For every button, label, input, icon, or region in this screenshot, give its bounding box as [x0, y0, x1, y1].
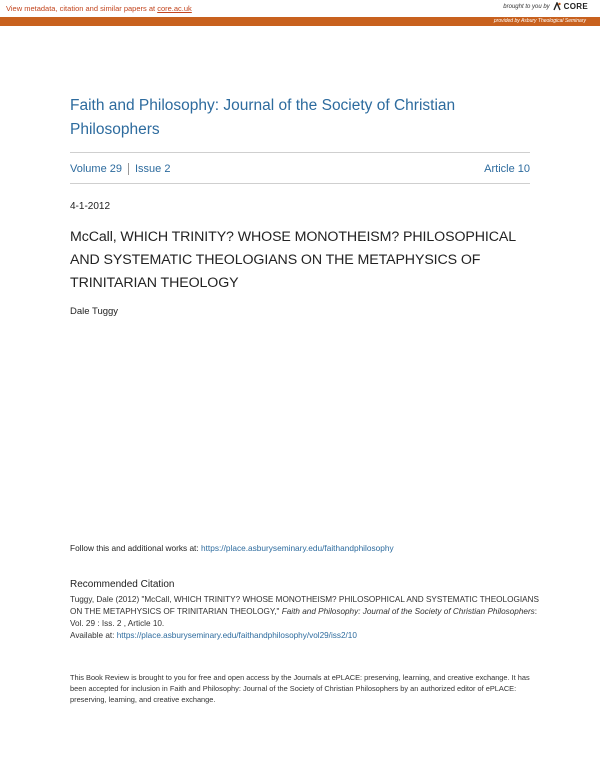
paper-title: McCall, WHICH TRINITY? WHOSE MONOTHEISM? PHILOSOPHICAL AND SYSTEMATIC THEOLOGIANS ON THE METAPHYSICS OF TRINITARIAN THEOLOGY: [70, 229, 516, 291]
provider-text: provided by Asbury Theological Seminary: [493, 18, 586, 24]
core-branding: brought to you by CORE: [503, 2, 588, 11]
review-note: This Book Review is brought to you for free and open access by the Journals at ePLACE: preserving, learning, and creative exchange. It has been accepted for inclusion in Faith and Philosophy: Journal of the Society of Christian Philosophers by an authorized editor of ePLACE: preserving, learning, and creative exchange.: [70, 673, 530, 704]
volume-link[interactable]: Volume 29: [70, 163, 122, 175]
volume-issue: [70, 163, 170, 175]
citation-link[interactable]: https://place.asburyseminary.edu/faithandphilosophy/vol29/iss2/10: [116, 631, 357, 640]
issue-link[interactable]: Issue 2: [134, 163, 171, 175]
recommended-citation-heading: Recommended Citation: [70, 579, 175, 590]
separator: [128, 163, 129, 175]
available-at: Available at: https://place.asburyseminary.edu/faithandphilosophy/vol29/iss2/10: [70, 631, 357, 640]
divider-top: [70, 152, 530, 153]
metadata-notice: View metadata, citation and similar papers at core.ac.uk: [6, 4, 192, 13]
core-logo-text: CORE: [563, 2, 588, 11]
journal-title[interactable]: Faith and Philosophy: Journal of the Society of Christian Philosophers: [70, 97, 456, 138]
author-name: Dale Tuggy: [70, 306, 119, 317]
article-number[interactable]: Article 10: [484, 163, 530, 175]
follow-line: Follow this and additional works at: https://place.asburyseminary.edu/faithandphilosophy: [70, 543, 394, 553]
divider-bottom: [70, 183, 530, 184]
core-logo-icon: [553, 2, 561, 11]
follow-link[interactable]: https://place.asburyseminary.edu/faithandphilosophy: [200, 543, 394, 553]
core-banner: [0, 0, 600, 17]
citation-text: Tuggy, Dale (2012) "McCall, WHICH TRINITY? WHOSE MONOTHEISM? PHILOSOPHICAL AND SYSTEMATIC THEOLOGIANS ON THE METAPHYSICS OF TRINITARIAN THEOLOGY," Faith and Philosophy: Journal of the Society of Christian Philosophers: Vol. 29 : Iss. 2 , Article 10. Available at: https://place.asburyseminary.edu/faithandphilosophy/vol29/iss2/10: [70, 595, 539, 640]
publication-date: 4-1-2012: [70, 201, 111, 212]
provider-bar: [0, 17, 600, 26]
core-link[interactable]: core.ac.uk: [157, 4, 192, 13]
